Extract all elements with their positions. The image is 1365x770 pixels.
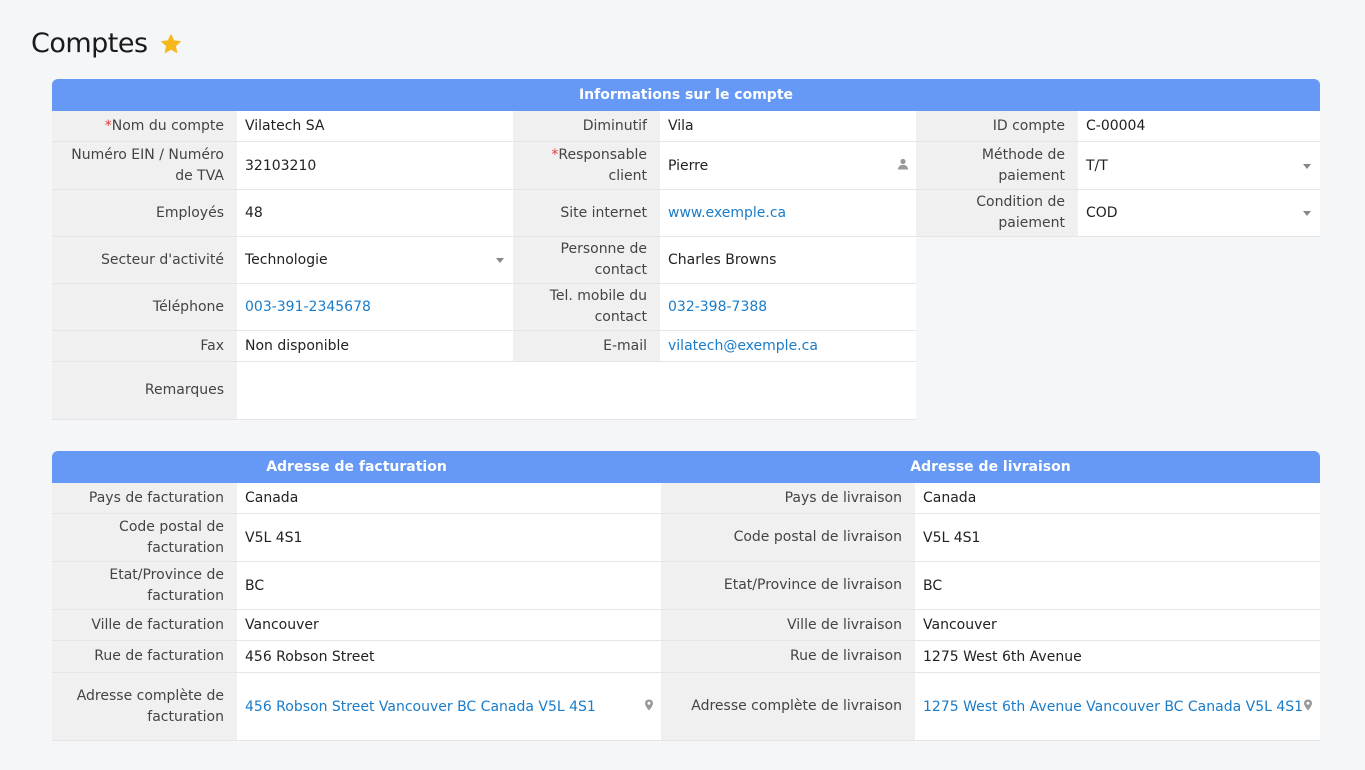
billing-country-field[interactable]: Canada [237, 483, 661, 513]
nickname-label: Diminutif [513, 111, 660, 141]
shipping-country-field[interactable]: Canada [915, 483, 1320, 513]
remarks-label: Remarques [52, 362, 237, 419]
phone-label: Téléphone [52, 284, 237, 330]
owner-field[interactable]: Pierre [660, 142, 916, 189]
billing-full-address-link[interactable]: 456 Robson Street Vancouver BC Canada V5L 4S1 [237, 673, 661, 740]
ein-label: Numéro EIN / Numéro de TVA [52, 142, 237, 189]
chevron-down-icon [1303, 164, 1311, 169]
fax-field[interactable]: Non disponible [237, 331, 513, 361]
location-pin-icon[interactable] [1303, 699, 1313, 715]
shipping-city-label: Ville de livraison [661, 610, 915, 640]
contact-field[interactable]: Charles Browns [660, 237, 916, 283]
shipping-address-header: Adresse de livraison [910, 459, 1071, 475]
mobile-label: Tel. mobile du contact [513, 284, 660, 330]
email-label: E-mail [513, 331, 660, 361]
phone-link[interactable]: 003-391-2345678 [237, 284, 513, 330]
chevron-down-icon [496, 258, 504, 263]
billing-address-header: Adresse de facturation [266, 459, 447, 475]
billing-city-label: Ville de facturation [52, 610, 237, 640]
address-row [52, 673, 1320, 741]
location-pin-icon[interactable] [644, 699, 654, 715]
page-title-text: Comptes [31, 28, 148, 59]
fax-label: Fax [52, 331, 237, 361]
owner-label: *Responsable client [513, 142, 660, 189]
email-link[interactable]: vilatech@exemple.ca [660, 331, 916, 361]
account-info-section [52, 79, 1320, 420]
shipping-zip-label: Code postal de livraison [661, 514, 915, 561]
address-header [52, 451, 1320, 483]
billing-zip-label: Code postal de facturation [52, 514, 237, 561]
remarks-field[interactable] [237, 362, 916, 419]
contact-label: Personne de contact [513, 237, 660, 283]
account-row [52, 331, 916, 362]
shipping-street-label: Rue de livraison [661, 641, 915, 672]
user-icon[interactable] [897, 158, 909, 174]
billing-state-label: Etat/Province de facturation [52, 562, 237, 609]
billing-zip-field[interactable]: V5L 4S1 [237, 514, 661, 561]
shipping-street-field[interactable]: 1275 West 6th Avenue [915, 641, 1320, 672]
account-info-header: Informations sur le compte [52, 79, 1320, 111]
address-section [52, 451, 1320, 741]
billing-city-field[interactable]: Vancouver [237, 610, 661, 640]
account-row [52, 111, 1320, 142]
shipping-state-label: Etat/Province de livraison [661, 562, 915, 609]
page-title [31, 28, 184, 59]
shipping-state-field[interactable]: BC [915, 562, 1320, 609]
industry-select[interactable]: Technologie [237, 237, 513, 283]
account-id-field: C-00004 [1078, 111, 1320, 141]
website-label: Site internet [513, 190, 660, 236]
shipping-full-address-link[interactable]: 1275 West 6th Avenue Vancouver BC Canada V5L 4S1 [915, 673, 1320, 740]
billing-full-label: Adresse complète de facturation [52, 673, 237, 740]
address-row [52, 483, 1320, 514]
billing-country-label: Pays de facturation [52, 483, 237, 513]
ein-field[interactable]: 32103210 [237, 142, 513, 189]
account-row [52, 362, 916, 420]
industry-label: Secteur d'activité [52, 237, 237, 283]
shipping-zip-field[interactable]: V5L 4S1 [915, 514, 1320, 561]
chevron-down-icon [1303, 211, 1311, 216]
mobile-link[interactable]: 032-398-7388 [660, 284, 916, 330]
account-id-label: ID compte [916, 111, 1078, 141]
payment-term-label: Condition de paiement [916, 190, 1078, 236]
billing-state-field[interactable]: BC [237, 562, 661, 609]
payment-method-label: Méthode de paiement [916, 142, 1078, 189]
account-row [52, 142, 1320, 190]
shipping-full-label: Adresse complète de livraison [661, 673, 915, 740]
address-row [52, 562, 1320, 610]
account-name-field[interactable]: Vilatech SA [237, 111, 513, 141]
account-row [52, 237, 916, 284]
billing-street-label: Rue de facturation [52, 641, 237, 672]
account-row [52, 190, 1320, 237]
account-name-label: * Nom du compte [52, 111, 237, 141]
address-row [52, 610, 1320, 641]
payment-term-select[interactable]: COD [1078, 190, 1320, 236]
billing-street-field[interactable]: 456 Robson Street [237, 641, 661, 672]
website-link[interactable]: www.exemple.ca [660, 190, 916, 236]
nickname-field[interactable]: Vila [660, 111, 916, 141]
account-row [52, 284, 916, 331]
payment-method-select[interactable]: T/T [1078, 142, 1320, 189]
address-row [52, 514, 1320, 562]
address-row [52, 641, 1320, 673]
employees-label: Employés [52, 190, 237, 236]
employees-field[interactable]: 48 [237, 190, 513, 236]
shipping-country-label: Pays de livraison [661, 483, 915, 513]
shipping-city-field[interactable]: Vancouver [915, 610, 1320, 640]
star-icon[interactable] [158, 31, 184, 57]
